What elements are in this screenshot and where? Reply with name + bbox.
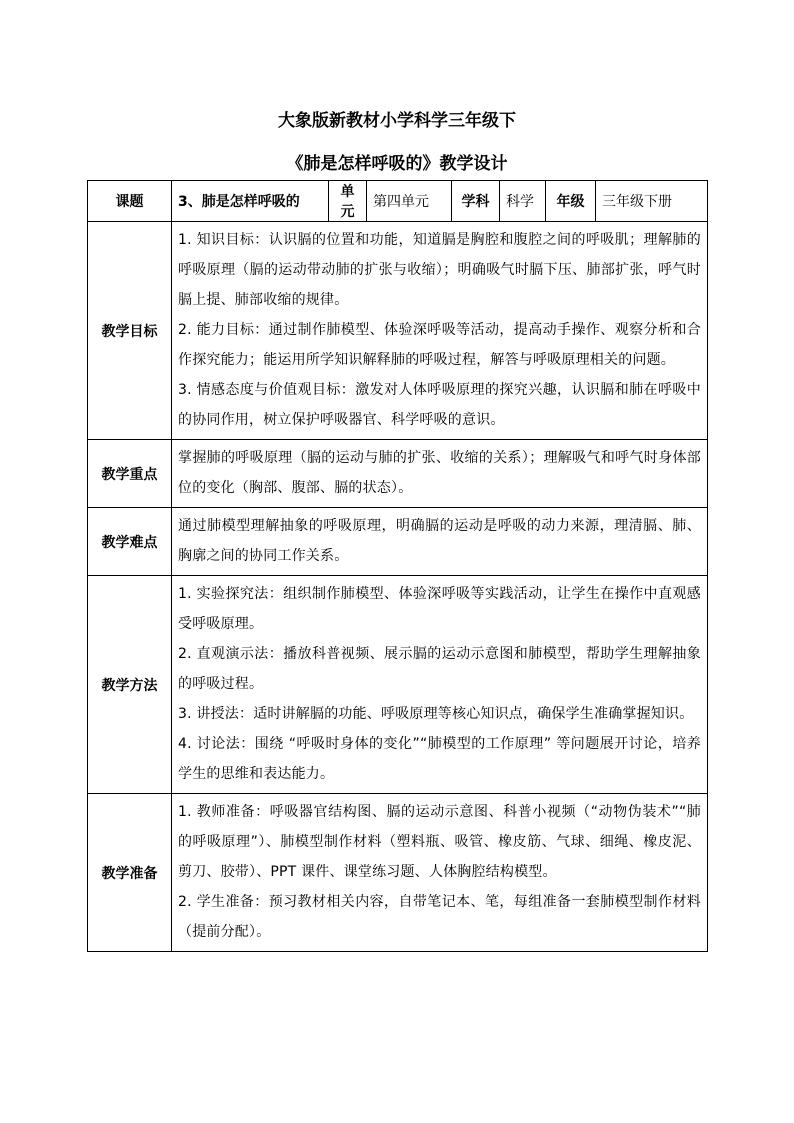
prep-row [88,794,708,952]
method-item: 2. 直观演示法：播放科普视频、展示膈的运动示意图和肺模型，帮助学生理解抽象的呼吸过程。 [178,646,701,692]
method-item: 1. 实验探究法：组织制作肺模型、体验深呼吸等实践活动，让学生在操作中直观感受呼吸原理。 [178,586,701,632]
difficulties-text: 通过肺模型理解抽象的呼吸原理，明确膈的运动是呼吸的动力来源，理清膈、肺、胸廓之间的协同工作关系。 [178,518,701,564]
keypoints-label: 教学重点 [88,440,172,508]
method-item: 3. 讲授法：适时讲解膈的功能、呼吸原理等核心知识点，确保学生准确掌握知识。 [178,706,694,722]
subject-header: 学科 [452,181,500,222]
prep-item: 1. 教师准备：呼吸器官结构图、膈的运动示意图、科普小视频（“动物伪装术”“肺的呼吸原理”）、肺模型制作材料（塑料瓶、吸管、橡皮筋、气球、细绳、橡皮泥、剪刀、胶带）、PPT 课件、课堂练习题、人体胸腔结构模型。 [178,804,701,880]
goal-item: 2. 能力目标：通过制作肺模型、体验深呼吸等活动，提高动手操作、观察分析和合作探究能力；能运用所学知识解释肺的呼吸过程，解答与呼吸原理相关的问题。 [178,322,701,368]
difficulties-content [172,508,708,576]
header-row [88,181,708,222]
methods-label: 教学方法 [88,576,172,794]
document-title: 大象版新教材小学科学三年级下 [278,111,516,131]
unit-value: 第四单元 [367,181,452,222]
methods-content [172,576,708,794]
difficulties-label: 教学难点 [88,508,172,576]
difficulties-row [88,508,708,576]
topic-header: 课题 [88,181,172,222]
unit-header: 单元 [329,181,367,222]
grade-header: 年级 [546,181,596,222]
methods-row [88,576,708,794]
goals-row [88,222,708,440]
keypoints-row [88,440,708,508]
prep-item: 2. 学生准备：预习教材相关内容，自带笔记本、笔，每组准备一套肺模型制作材料（提前分配）。 [178,894,701,940]
prep-content [172,794,708,952]
method-item: 4. 讨论法：围绕 “呼吸时身体的变化”“肺模型的工作原理” 等问题展开讨论，培养学生的思维和表达能力。 [178,736,701,782]
topic-value: 3、肺是怎样呼吸的 [172,181,329,222]
document-subtitle: 《肺是怎样呼吸的》教学设计 [286,154,508,174]
goals-content [172,222,708,440]
subject-value: 科学 [500,181,546,222]
keypoints-text: 掌握肺的呼吸原理（膈的运动与肺的扩张、收缩的关系）；理解吸气和呼气时身体部位的变化（胸部、腹部、膈的状态）。 [178,450,701,496]
keypoints-content [172,440,708,508]
grade-value: 三年级下册 [596,181,708,222]
lesson-plan-table [87,180,708,952]
goals-label: 教学目标 [88,222,172,440]
prep-label: 教学准备 [88,794,172,952]
goal-item: 1. 知识目标：认识膈的位置和功能，知道膈是胸腔和腹腔之间的呼吸肌；理解肺的呼吸原理（膈的运动带动肺的扩张与收缩）；明确吸气时膈下压、肺部扩张，呼气时膈上提、肺部收缩的规律。 [178,232,701,308]
goal-item: 3. 情感态度与价值观目标：激发对人体呼吸原理的探究兴趣，认识膈和肺在呼吸中的协同作用，树立保护呼吸器官、科学呼吸的意识。 [178,382,701,428]
